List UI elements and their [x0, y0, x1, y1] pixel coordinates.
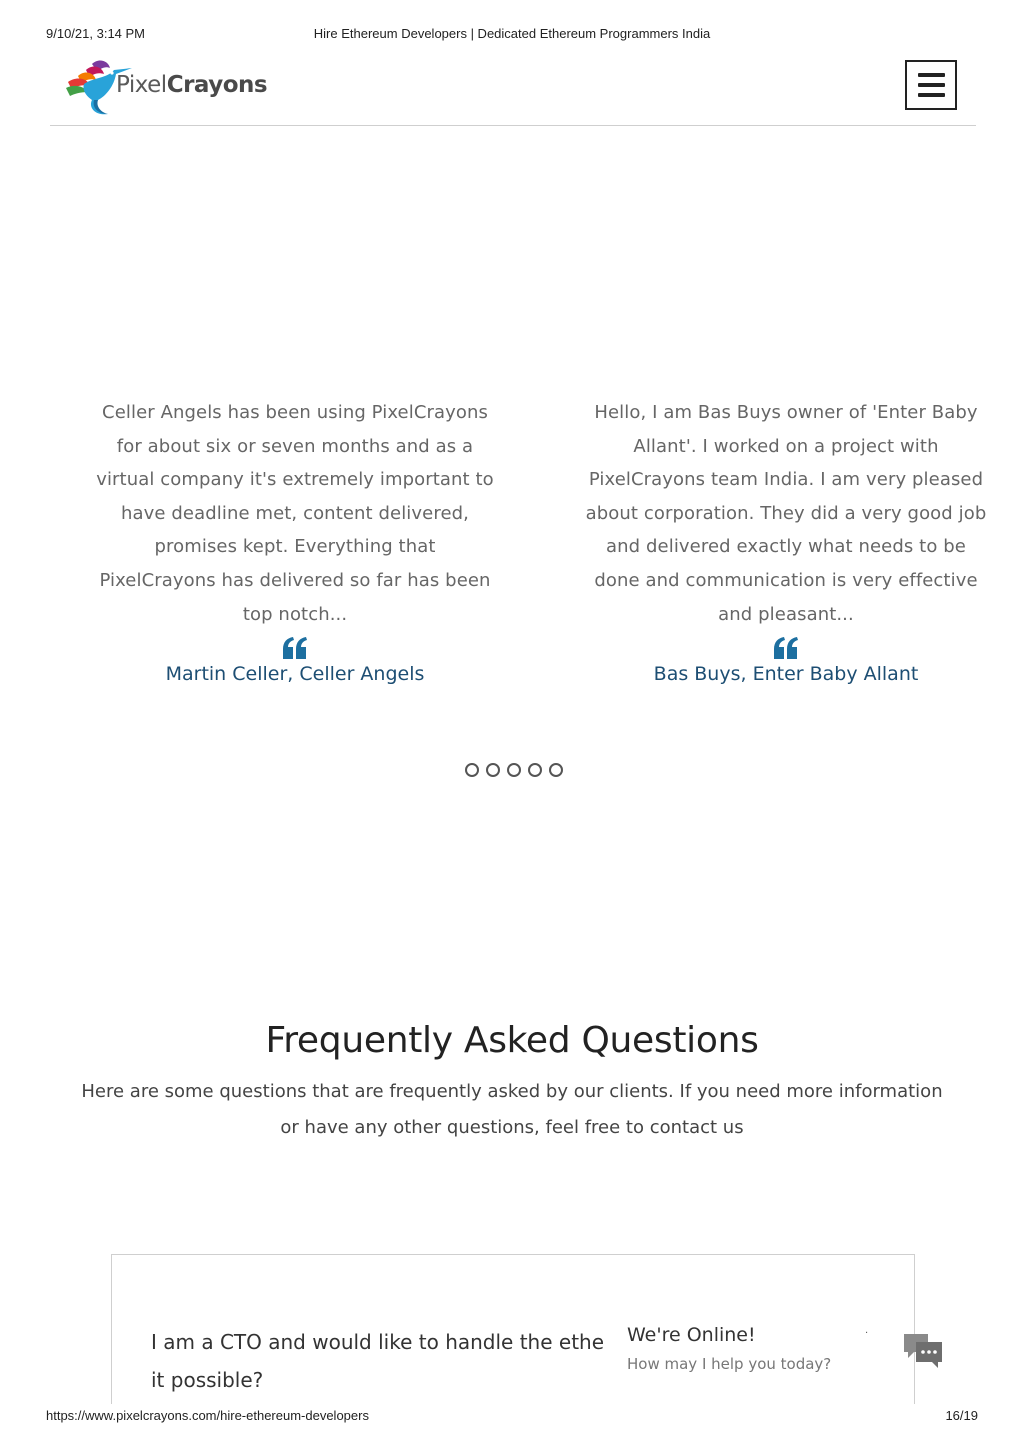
carousel-dot-5[interactable] — [549, 763, 563, 777]
quote-icon — [773, 637, 799, 659]
testimonial-line: top notch... — [242, 603, 348, 625]
chat-close-icon[interactable]: · — [865, 1328, 869, 1339]
testimonial-line: and pleasant... — [718, 603, 854, 625]
logo-text-light: Pixel — [116, 72, 167, 98]
carousel-pagination — [465, 763, 565, 779]
testimonial-line: promises kept. Everything that — [154, 536, 436, 558]
testimonial-text — [568, 396, 1004, 631]
testimonial-card — [80, 396, 510, 685]
carousel-dot-3[interactable] — [507, 763, 521, 777]
testimonial-line: have deadline met, content delivered, — [121, 502, 469, 524]
chat-widget[interactable] — [612, 1310, 914, 1398]
testimonial-line: virtual company it's extremely important to — [96, 469, 494, 491]
testimonial-line: PixelCrayons team India. I am very pleased — [588, 469, 984, 491]
testimonial-author: Bas Buys, Enter Baby Allant — [653, 663, 919, 686]
carousel-dot-4[interactable] — [528, 763, 542, 777]
testimonial-line: Celler Angels has been using PixelCrayons — [102, 402, 488, 423]
faq-question-line: I am a CTO and would like to handle the ethe — [151, 1330, 605, 1354]
print-datetime: 9/10/21, 3:14 PM — [46, 26, 146, 41]
testimonial-text — [80, 396, 510, 631]
faq-subtitle-line: or have any other questions, feel free to contact us — [280, 1117, 744, 1138]
print-page-number: 16/19 — [945, 1408, 978, 1423]
testimonial-line: for about six or seven months and as a — [116, 435, 474, 457]
faq-subtitle-line: Here are some questions that are frequently asked by our clients. If you need more information — [81, 1081, 943, 1102]
carousel-dot-2[interactable] — [486, 763, 500, 777]
testimonial-line: done and communication is very effective — [594, 569, 978, 591]
testimonials-carousel — [0, 396, 1024, 706]
testimonial-line: and delivered exactly what needs to be — [606, 536, 966, 558]
testimonial-line: PixelCrayons has delivered so far has been — [99, 569, 491, 591]
testimonials-clip — [0, 0, 1024, 706]
print-page-title: Hire Ethereum Developers | Dedicated Ethereum Programmers India — [313, 26, 711, 41]
testimonial-line: Hello, I am Bas Buys owner of 'Enter Baby — [594, 402, 978, 423]
testimonial-line: Allant'. I worked on a project with — [633, 435, 939, 457]
chat-bubble-icon[interactable] — [902, 1332, 946, 1372]
logo-text-bold: Crayons — [166, 72, 268, 98]
chat-subtitle: How may I help you today? — [627, 1355, 832, 1373]
faq-subtitle — [70, 1074, 954, 1146]
testimonial-author: Martin Celler, Celler Angels — [165, 663, 425, 686]
print-url: https://www.pixelcrayons.com/hire-ethereum-developers — [46, 1408, 369, 1423]
testimonial-line: about corporation. They did a very good job — [585, 502, 987, 524]
faq-question[interactable] — [151, 1323, 621, 1399]
faq-title: Frequently Asked Questions — [265, 1020, 759, 1061]
carousel-dot-1[interactable] — [465, 763, 479, 777]
testimonial-card — [568, 396, 1004, 685]
quote-icon — [282, 637, 308, 659]
chat-title: We're Online! — [627, 1324, 756, 1346]
faq-question-line: it possible? — [151, 1368, 264, 1392]
